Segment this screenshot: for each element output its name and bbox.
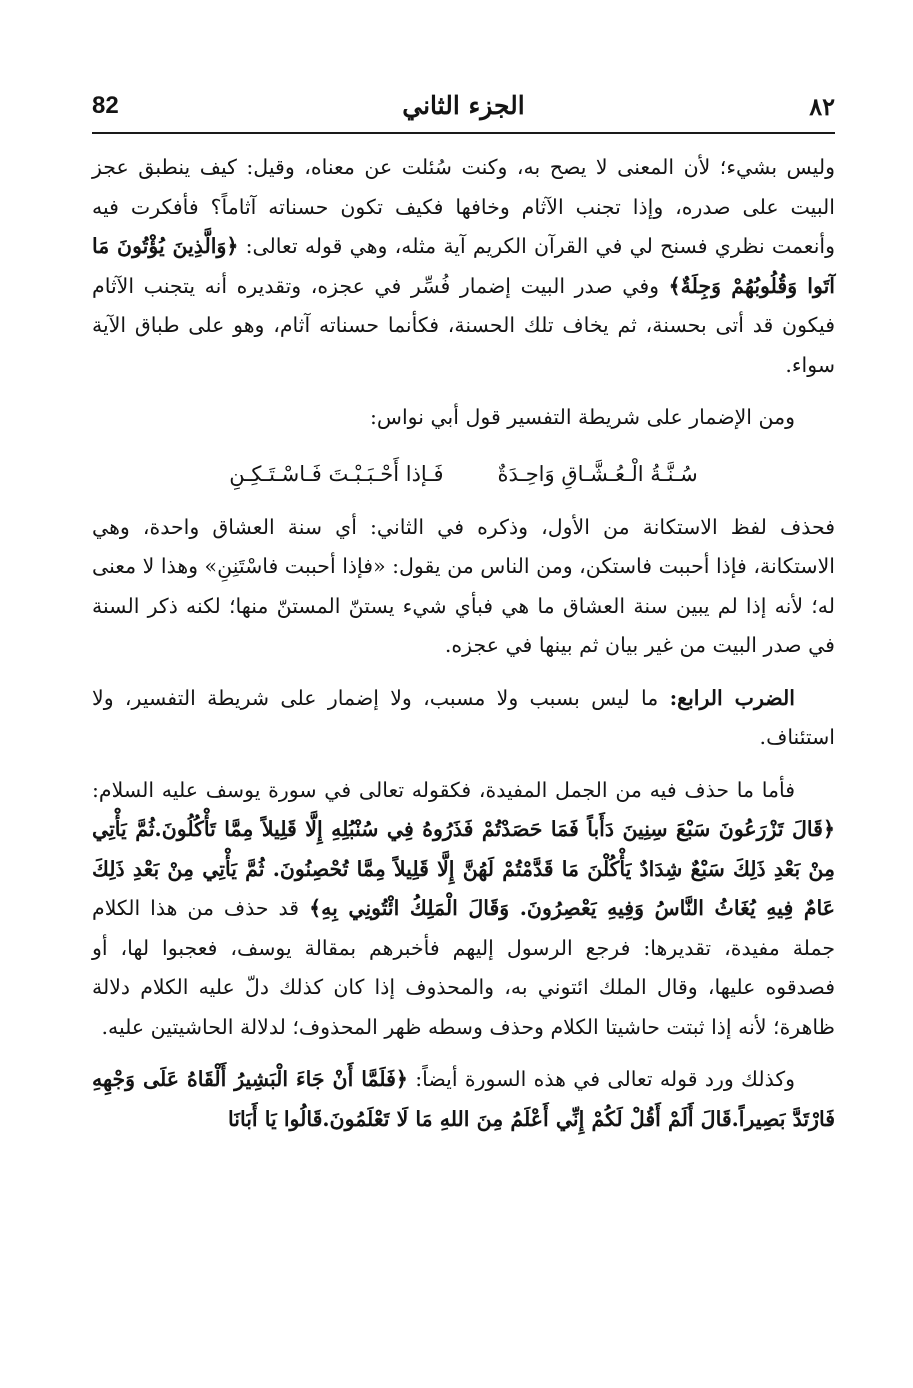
quran-quote: ﴿وَالَّذِينَ يُؤْتُونَ مَا آتَوا وَقُلُوبُهُمْ وَجِلَةٌ﴾ (92, 234, 835, 298)
quran-quote: ﴿فَلَمَّا أَنْ جَاءَ الْبَشِيرُ أَلْقَاهُ عَلَى وَجْهِهِ فَارْتَدَّ بَصِيراً.قَالَ أَلَمْ أَقُلْ لَكُمْ إِنِّي أَعْلَمُ مِنَ اللهِ مَا لَا تَعْلَمُونَ.قَالُوا يَا أَبَانَا (92, 1067, 835, 1131)
section-label: الضرب الرابع: (669, 685, 795, 710)
paragraph (92, 1060, 835, 1139)
paragraph (92, 679, 835, 758)
prose-text: وفي صدر البيت إضمار فُسِّر في عجزه، وتقديره أنه يتجنب الآثام فيكون قد أتى بحسنة، ثم يخاف تلك الحسنة، فكأنما حسناته آثام، وهو على طباق الآية سواء. (92, 273, 835, 377)
prose-text: قد حذف من هذا الكلام جملة مفيدة، تقديرها: فرجع الرسول إليهم فأخبرهم بمقالة يوسف، فعجبوا لها، أو فصدقوه عليها، وقال الملك ائتوني به، والمحذوف إذا كان كذلك دلّ عليه الكلام دلالة ظاهرة؛ لأنه إذا ثبتت حاشيتا الكلام وحذف وسطه ظهر المحذوف؛ لدلالة الحاشيتين عليه. (92, 896, 835, 1039)
paragraph (92, 148, 835, 385)
page-body (92, 148, 835, 1139)
poetry-verse (92, 452, 835, 496)
paragraph (92, 771, 835, 1048)
running-title: الجزء الثاني (402, 91, 525, 120)
page-number-latin: 82 (92, 92, 119, 119)
paragraph: فحذف لفظ الاستكانة من الأول، وذكره في الثاني: أي سنة العشاق واحدة، وهي الاستكانة، فإذا أحببت فاستكن، ومن الناس من يقول: «فإذا أحببت فاسْتَنِنِ» وهذا لا معنى له؛ لأنه إذا لم يبين سنة العشاق ما هي فبأي شيء يستنّ المستنّ منها؛ لكنه ذكر السنة في صدر البيت من غير بيان ثم بينها في عجزه. (92, 514, 835, 657)
paragraph: ومن الإضمار على شريطة التفسير قول أبي نواس: (370, 405, 795, 429)
quran-quote: ﴿قَالَ تَزْرَعُونَ سَبْعَ سِنِينَ دَأَباً فَمَا حَصَدْتُمْ فَذَرُوهُ فِي سُنْبُلِهِ إِلَّا قَلِيلاً مِمَّا تَأْكُلُونَ.ثُمَّ يَأْتِي مِنْ بَعْدِ ذَلِكَ سَبْعٌ شِدَادٌ يَأْكُلْنَ مَا قَدَّمْتُمْ لَهُنَّ إِلَّا قَلِيلاً مِمَّا تُحْصِنُونَ. ثُمَّ يَأْتِي مِنْ بَعْدِ ذَلِكَ عَامٌ فِيهِ يُغَاثُ النَّاسُ وَفِيهِ يَعْصِرُونَ. وَقَالَ الْمَلِكُ ائْتُونِي بِهِ﴾ (92, 817, 835, 920)
prose-text: فأما ما حذف فيه من الجمل المفيدة، فكقوله تعالى في سورة يوسف عليه السلام: (92, 777, 795, 802)
prose-text: وليس بشيء؛ لأن المعنى لا يصح به، وكنت سُئلت عن معناه، وقيل: كيف ينطبق عجز البيت على صدره، وإذا تجنب الآثام وخافها فكيف تكون حسناته آثاماً؟ فأفكرت فيه وأنعمت نظري فسنح لي في القرآن الكريم آية مثله، وهي قوله تعالى: (92, 155, 835, 258)
prose-text: ما ليس بسبب ولا مسبب، ولا إضمار على شريطة التفسير، ولا استئناف. (92, 685, 835, 749)
prose-text: وكذلك ورد قوله تعالى في هذه السورة أيضاً: (407, 1067, 795, 1091)
verse-hemistich-second: فَـإذا أَحْـبَـبْـتَ فَـاسْـتَـكِـنِ (229, 461, 444, 486)
page-header (92, 88, 835, 134)
page-number-arabic: ٨٢ (809, 92, 835, 121)
verse-hemistich-first: سُـنَّـةُ الْـعُـشَّـاقِ وَاحِـدَةٌ (497, 461, 698, 486)
